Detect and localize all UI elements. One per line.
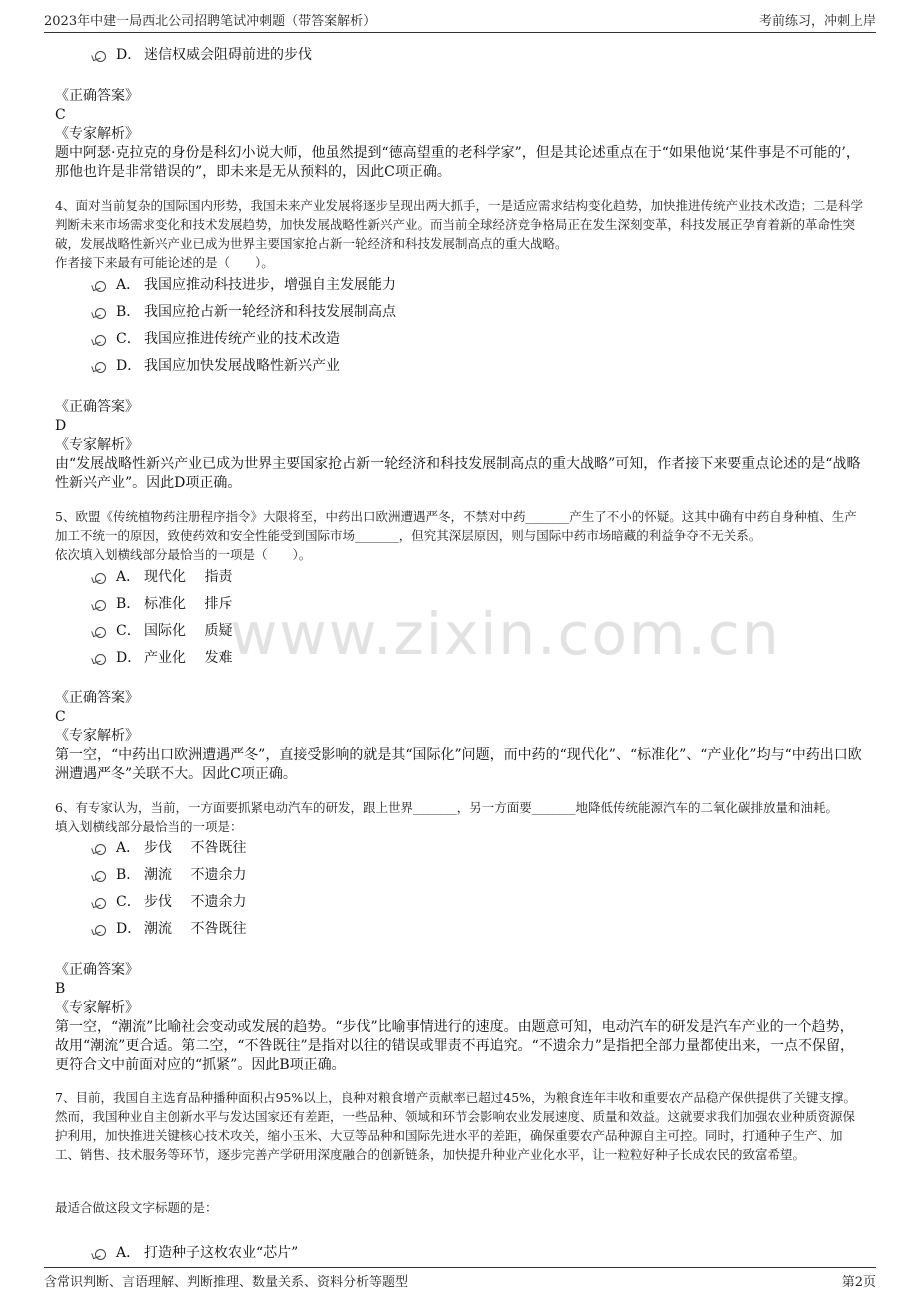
page-footer	[44, 1271, 876, 1290]
q5-option-b[interactable]: B． 标准化 排斥	[95, 594, 232, 614]
q4-option-b[interactable]: B． 我国应抢占新一轮经济和科技发展制高点	[95, 302, 396, 322]
radio-icon[interactable]	[95, 871, 106, 882]
q4-analysis-label: 《专家解析》	[55, 437, 139, 453]
radio-icon[interactable]	[95, 654, 106, 665]
q7-question: 最适合做这段文字标题的是：	[55, 1200, 218, 1215]
q4-analysis: 由“发展战略性新兴产业已成为世界主要国家抢占新一轮经济和科技发展制高点的重大战略”可知，作者接下来要重点论述的是“战略性新兴产业”。因此D项正确。	[55, 456, 861, 491]
q3-answer-label: 《正确答案》	[55, 88, 139, 104]
q5-answer: C	[55, 709, 66, 725]
radio-icon[interactable]	[95, 627, 106, 638]
q4-option-a[interactable]: A． 我国应推动科技进步，增强自主发展能力	[95, 275, 396, 295]
q6-option-c[interactable]: C． 步伐 不遗余力	[95, 892, 246, 912]
q6-answer: B	[55, 981, 66, 997]
q4-answer: D	[55, 418, 67, 434]
q6-analysis: 第一空，“潮流”比喻社会变动或发展的趋势。“步伐”比喻事情进行的速度。由题意可知，电动汽车的研发是汽车产业的一个趋势，故用“潮流”更合适。第二空，“不咎既往”是指对以往的错误或罪责不再追究。“不遗余力”是指把全部力量都使出来，一点不保留，更符合文中前面对应的“抓紧”。因此B项正确。	[55, 1019, 854, 1073]
radio-icon[interactable]	[95, 51, 106, 62]
q3-option-d[interactable]: D． 迷信权威会阻碍前进的步伐	[95, 45, 312, 65]
radio-icon[interactable]	[95, 925, 106, 936]
q5-option-d[interactable]: D． 产业化 发难	[95, 648, 232, 668]
page-number: 第2页	[841, 1275, 876, 1290]
watermark: www.zixin.com.cn	[230, 600, 781, 668]
radio-icon[interactable]	[95, 308, 106, 319]
q6-stem: 6、有专家认为，当前，一方面要抓紧电动汽车的研发，跟上世界_______，另一方面要_______地降低传统能源汽车的二氧化碳排放量和油耗。	[55, 800, 838, 815]
q5-option-a[interactable]: A． 现代化 指责	[95, 567, 232, 587]
q4-option-d[interactable]: D． 我国应加快发展战略性新兴产业	[95, 356, 340, 376]
q5-question: 依次填入划横线部分最恰当的一项是（ ）。	[55, 547, 312, 562]
q7-option-a[interactable]: A． 打造种子这枚农业“芯片”	[95, 1243, 298, 1263]
q6-analysis-label: 《专家解析》	[55, 1000, 139, 1016]
header-divider	[44, 32, 876, 33]
q6-option-d[interactable]: D． 潮流 不咎既往	[95, 919, 246, 939]
q5-analysis: 第一空，“中药出口欧洲遭遇严冬”，直接受影响的就是其“国际化”问题，而中药的“现代化”、“标准化”、“产业化”均与“中药出口欧洲遭遇严冬”关联不大。因此C项正确。	[55, 747, 862, 782]
q5-stem: 5、欧盟《传统植物药注册程序指令》大限将至，中药出口欧洲遭遇严冬，不禁对中药_______产生了不小的怀疑。这其中确有中药自身种植、生产加工不统一的原因，致使药效和安全性能受到国际市场_______，但究其深层原因，则与国际中药市场暗藏的利益争夺不无关系。	[55, 509, 857, 543]
radio-icon[interactable]	[95, 600, 106, 611]
radio-icon[interactable]	[95, 573, 106, 584]
q5-answer-label: 《正确答案》	[55, 690, 139, 706]
q4-question: 作者接下来最有可能论述的是（ ）。	[55, 255, 274, 270]
q4-option-c[interactable]: C． 我国应推进传统产业的技术改造	[95, 329, 340, 349]
radio-icon[interactable]	[95, 362, 106, 373]
radio-icon[interactable]	[95, 844, 106, 855]
page-header	[44, 10, 876, 30]
q6-question: 填入划横线部分最恰当的一项是：	[55, 819, 243, 834]
q4-stem: 4、面对当前复杂的国际国内形势，我国未来产业发展将逐步呈现出两大抓手，一是适应需求结构变化趋势，加快推进传统产业技术改造；二是科学判断未来市场需求变化和技术发展趋势，加快发展战略性新兴产业。而当前全球经济竞争格局正在发生深刻变革，科技发展正孕育着新的革命性突破，发展战略性新兴产业已成为世界主要国家抢占新一轮经济和科技发展制高点的重大战略。	[55, 198, 863, 251]
q5-analysis-label: 《专家解析》	[55, 728, 139, 744]
q3-answer: C	[55, 107, 66, 123]
footer-topics: 含常识判断、言语理解、判断推理、数量关系、资料分析等题型	[44, 1275, 409, 1290]
radio-icon[interactable]	[95, 281, 106, 292]
q3-analysis: 题中阿瑟·克拉克的身份是科幻小说大师，他虽然提到“德高望重的老科学家”，但是其论述重点在于“如果他说‘某件事是不可能的’，那他也许是非常错误的”，即未来是无从预料的，因此C项正确。	[55, 145, 860, 180]
header-slogan: 考前练习，冲刺上岸	[758, 14, 876, 29]
radio-icon[interactable]	[95, 1249, 106, 1260]
q7-stem: 7、目前，我国自主选育品种播种面积占95%以上，良种对粮食增产贡献率已超过45%，为粮食连年丰收和重要农产品稳产保供提供了关键支撑。然而，我国种业自主创新水平与发达国家还有差距，一些品种、领域和环节会影响农业发展速度、质量和效益。这就要求我们加强农业种质资源保护利用，加快推进关键核心技术攻关，缩小玉米、大豆等品种和国际先进水平的差距，确保重要农产品种源自主可控。同时，打通种子生产、加工、销售、技术服务等环节，逐步完善产学研用深度融合的创新链条，加快提升种业产业化水平，让一粒粒好种子长成农民的致富希望。	[55, 1090, 857, 1162]
footer-divider	[44, 1267, 876, 1268]
document-title: 2023年中建一局西北公司招聘笔试冲刺题（带答案解析）	[44, 14, 377, 29]
q6-option-b[interactable]: B． 潮流 不遗余力	[95, 865, 246, 885]
radio-icon[interactable]	[95, 335, 106, 346]
q6-answer-label: 《正确答案》	[55, 962, 139, 978]
q4-answer-label: 《正确答案》	[55, 399, 139, 415]
q6-option-a[interactable]: A． 步伐 不咎既往	[95, 838, 246, 858]
q5-option-c[interactable]: C． 国际化 质疑	[95, 621, 232, 641]
q3-analysis-label: 《专家解析》	[55, 126, 139, 142]
radio-icon[interactable]	[95, 898, 106, 909]
